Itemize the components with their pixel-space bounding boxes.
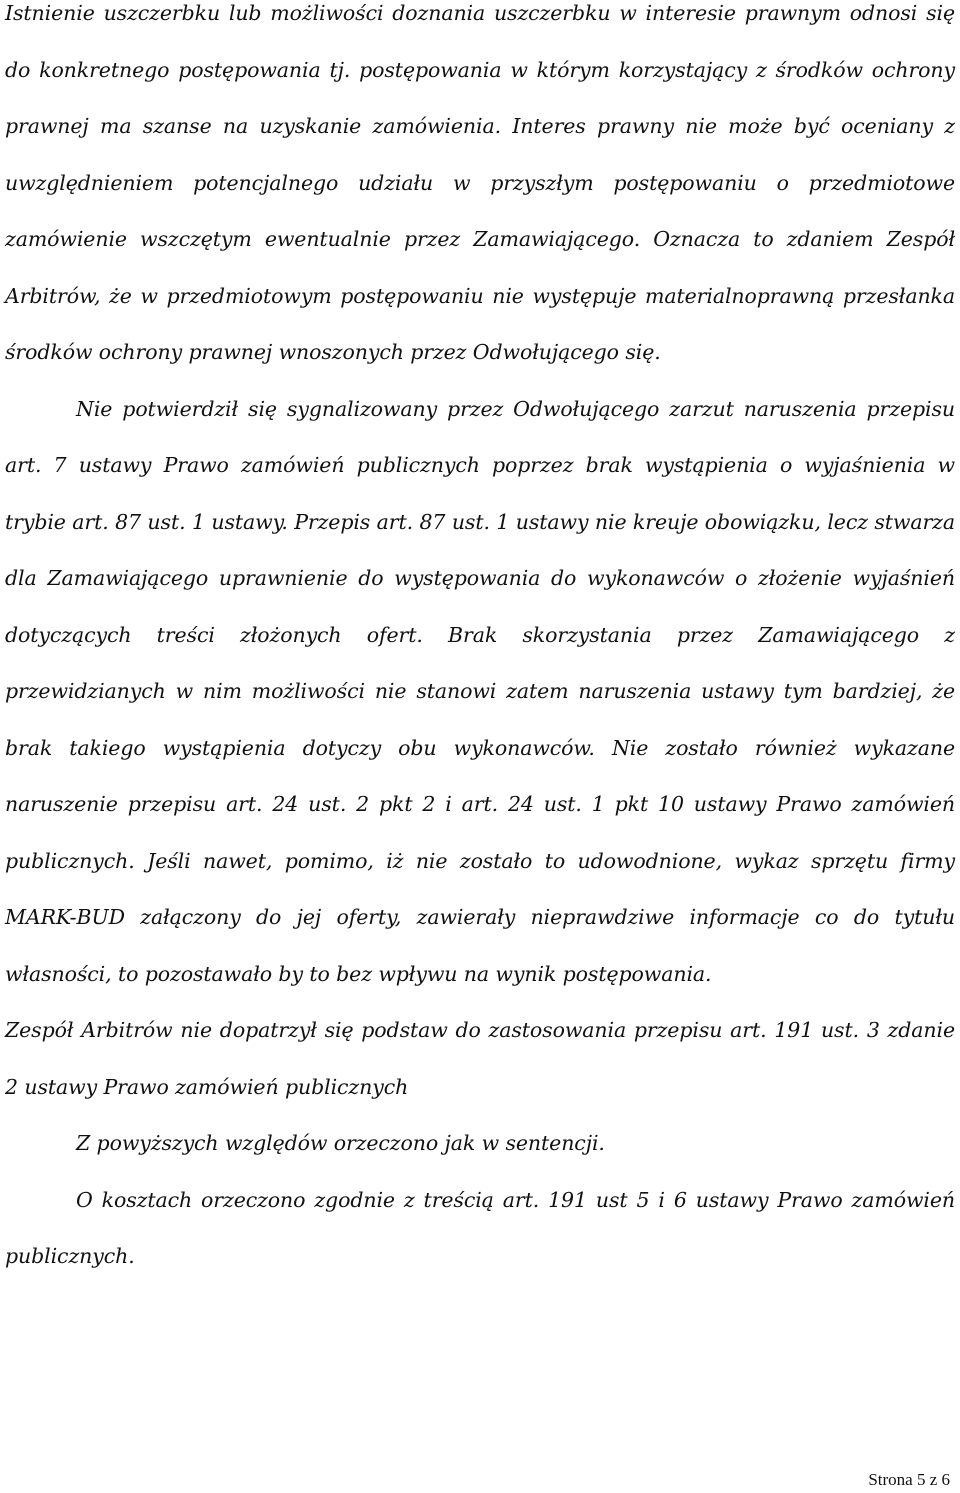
paragraph-arbitrators-finding: Zespół Arbitrów nie dopatrzył się podstaw do zastosowania przepisu art. 191 ust. 3 zdanie 2 ustawy Prawo zamówień publicznych [5, 1018, 955, 1099]
page-number-footer: Strona 5 z 6 [868, 1470, 950, 1489]
document-page [5, 0, 955, 1285]
paragraph-alleged-violation: Nie potwierdził się sygnalizowany przez Odwołującego zarzut naruszenia przepisu art. 7 ustawy Prawo zamówień publicznych poprzez brak wystąpienia o wyjaśnienia w trybie art. 87 ust. 1 ustawy. Przepis art. 87 ust. 1 ustawy nie kreuje obowiązku, lecz stwarza dla Zamawiającego uprawnienie do występowania do wykonawców o złożenie wyjaśnień dotyczących treści złożonych ofert. Brak skorzystania przez Zamawiającego z przewidzianych w nim możliwości nie stanowi zatem naruszenia ustawy tym bardziej, że brak takiego wystąpienia dotyczy obu wykonawców. Nie zostało również wykazane naruszenie przepisu art. 24 ust. 2 pkt 2 i art. 24 ust. 1 pkt 10 ustawy Prawo zamówień publicznych. Jeśli nawet, pomimo, iż nie zostało to udowodnione, wykaz sprzętu firmy MARK-BUD załączony do jej oferty, zawierały nieprawdziwe informacje co do tytułu własności, to pozostawało by to bez wpływu na wynik postępowania. [5, 396, 955, 986]
paragraph-legal-interest: Istnienie uszczerbku lub możliwości doznania uszczerbku w interesie prawnym odnosi się do konkretnego postępowania tj. postępowania w którym korzystający z środków ochrony prawnej ma szanse na uzyskanie zamówienia. Interes prawny nie może być oceniany z uwzględnieniem potencjalnego udziału w przyszłym postępowaniu o przedmiotowe zamówienie wszczętym ewentualnie przez Zamawiającego. Oznacza to zdaniem Zespół Arbitrów, że w przedmiotowym postępowaniu nie występuje materialnoprawną przesłanka środków ochrony prawnej wnoszonych przez Odwołującego się. [5, 1, 955, 364]
paragraph-costs: O kosztach orzeczono zgodnie z treścią art. 191 ust 5 i 6 ustawy Prawo zamówień publicznych. [5, 1187, 955, 1268]
paragraph-ruling: Z powyższych względów orzeczono jak w sentencji. [76, 1131, 605, 1155]
